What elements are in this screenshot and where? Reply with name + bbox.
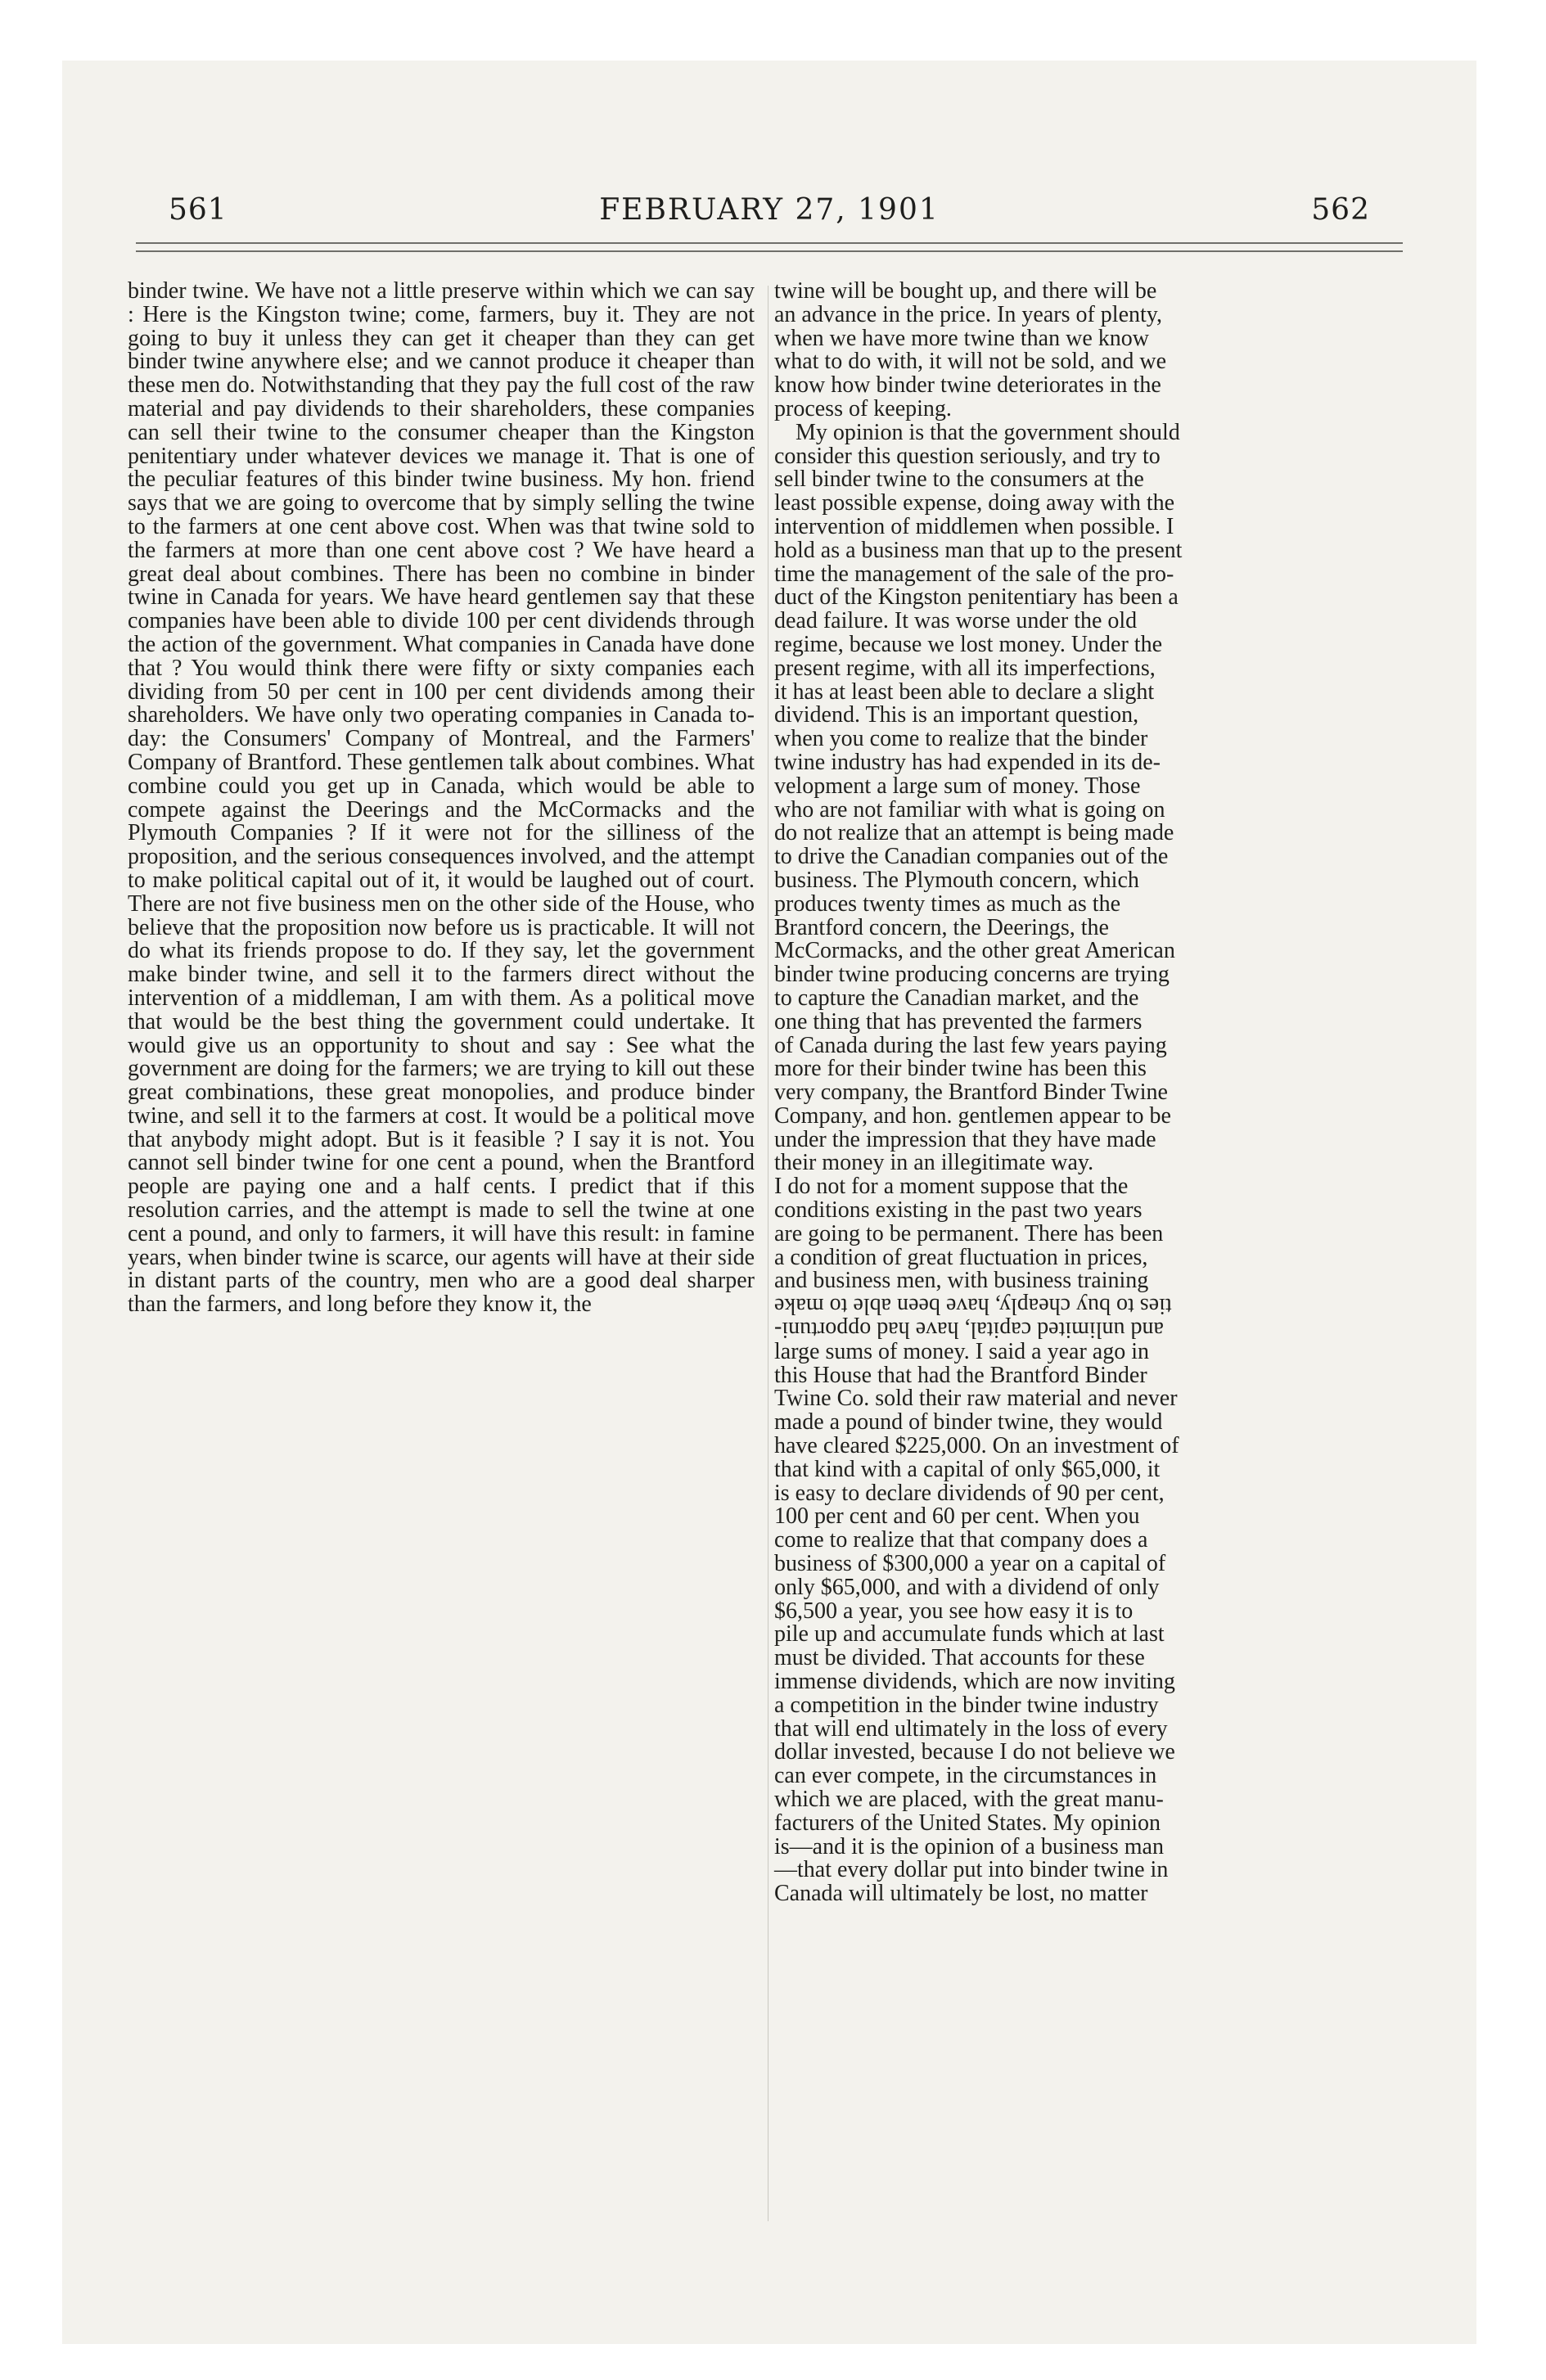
- right-column-line: come to realize that that company does a: [774, 1527, 1148, 1553]
- right-column-line: what to do with, it will not be sold, and we: [774, 349, 1167, 375]
- right-column-line: when you come to realize that the binder: [774, 726, 1148, 752]
- right-column-line: present regime, with all its imperfections,: [774, 655, 1156, 681]
- page-number-right: 562: [1311, 193, 1370, 227]
- right-column-line: McCormacks, and the other great American: [774, 938, 1175, 964]
- right-column-line: least possible expense, doing away with the: [774, 490, 1175, 516]
- right-column-line: which we are placed, with the great manu-: [774, 1787, 1164, 1812]
- right-column-line: Twine Co. sold their raw material and never: [774, 1386, 1178, 1412]
- right-column-line: can ever compete, in the circumstances in: [774, 1763, 1157, 1789]
- right-column-line: Company, and hon. gentlemen appear to be: [774, 1102, 1171, 1129]
- right-column-line: very company, the Brantford Binder Twine: [774, 1080, 1168, 1106]
- page-date: FEBRUARY 27, 1901: [599, 193, 940, 227]
- right-column-line: that kind with a capital of only $65,000, it: [774, 1456, 1161, 1482]
- right-column-line: one thing that has prevented the farmers: [774, 1008, 1143, 1034]
- right-column-line: this House that had the Brantford Binder: [774, 1362, 1147, 1388]
- right-column-line: My opinion is that the government should: [796, 419, 1180, 445]
- right-column-line: their money in an illegitimate way.: [774, 1150, 1094, 1176]
- right-column-line: twine will be bought up, and there will be: [774, 278, 1157, 304]
- page-number-left: 561: [169, 193, 228, 227]
- left-column: [128, 280, 755, 2211]
- right-column-line: under the impression that they have made: [774, 1126, 1156, 1152]
- right-column-line: duct of the Kingston penitentiary has been a: [774, 584, 1179, 611]
- right-column-line: is easy to declare dividends of 90 per cent,: [774, 1480, 1165, 1506]
- inverted-print-line: and unlimited capital, have had opportuni-: [774, 1316, 1164, 1342]
- right-column-line: have cleared $225,000. On an investment of: [774, 1433, 1179, 1459]
- right-column-line: dividend. This is an important question,: [774, 702, 1139, 728]
- scanned-page: [62, 61, 1476, 2344]
- right-column-line: know how binder twine deteriorates in the: [774, 372, 1161, 399]
- right-column-line: facturers of the United States. My opinion: [774, 1810, 1161, 1836]
- right-column-line: a competition in the binder twine industry: [774, 1692, 1159, 1718]
- right-column: [774, 280, 1401, 2211]
- right-column-line: more for their binder twine has been this: [774, 1056, 1147, 1082]
- right-column-line: produces twenty times as much as the: [774, 890, 1121, 917]
- right-column-line: 100 per cent and 60 per cent. When you: [774, 1503, 1140, 1530]
- right-column-line: conditions existing in the past two years: [774, 1197, 1143, 1224]
- right-column-line: time the management of the sale of the pro-: [774, 561, 1174, 587]
- header-rule-bottom: [136, 250, 1403, 252]
- right-column-line: business of $300,000 a year on a capital of: [774, 1551, 1166, 1577]
- right-column-line: pile up and accumulate funds which at last: [774, 1621, 1165, 1648]
- inverted-print-line: ties to buy cheaply, have been able to make: [774, 1293, 1172, 1319]
- right-column-line: business. The Plymouth concern, which: [774, 867, 1139, 893]
- right-column-line: I do not for a moment suppose that the: [774, 1174, 1129, 1200]
- right-column-line: a condition of great fluctuation in prices,: [774, 1244, 1148, 1270]
- right-column-line: do not realize that an attempt is being made: [774, 820, 1174, 846]
- right-column-line: [774, 1293, 1401, 1317]
- right-column-line: and business men, with business training: [774, 1268, 1149, 1294]
- right-column-line: who are not familiar with what is going on: [774, 796, 1165, 823]
- right-column-line: that will end ultimately in the loss of every: [774, 1715, 1168, 1742]
- right-column-line: of Canada during the last few years paying: [774, 1032, 1167, 1058]
- right-column-line: hold as a business man that up to the present: [774, 537, 1183, 563]
- right-column-line: sell binder twine to the consumers at the: [774, 467, 1144, 493]
- right-column-line: intervention of middlemen when possible. I: [774, 513, 1174, 539]
- right-column-line: immense dividends, which are now inviting: [774, 1669, 1175, 1695]
- right-column-line: [774, 1317, 1401, 1341]
- right-column-line: binder twine producing concerns are trying: [774, 962, 1170, 988]
- right-column-line: process of keeping.: [774, 395, 952, 421]
- page-header: [62, 185, 1476, 242]
- right-column-line: made a pound of binder twine, they would: [774, 1409, 1163, 1436]
- right-column-line: dead failure. It was worse under the old: [774, 608, 1138, 634]
- right-column-line: $6,500 a year, you see how easy it is to: [774, 1598, 1134, 1624]
- right-column-line: large sums of money. I said a year ago in: [774, 1338, 1149, 1364]
- right-column-line: to drive the Canadian companies out of the: [774, 844, 1169, 870]
- right-column-line: when we have more twine than we know: [774, 325, 1149, 351]
- right-column-line: consider this question seriously, and try to: [774, 443, 1161, 469]
- right-column-line: it has at least been able to declare a slight: [774, 678, 1155, 705]
- right-column-line: must be divided. That accounts for these: [774, 1645, 1145, 1671]
- right-column-line: twine industry has had expended in its de-: [774, 749, 1161, 775]
- right-column-line: only $65,000, and with a dividend of only: [774, 1574, 1160, 1600]
- right-column-line: are going to be permanent. There has been: [774, 1220, 1164, 1246]
- left-column-text: binder twine. We have not a little preserve within which we can say : Here is the Kingston twine; come, farmers, buy it. They are not going to buy it unless they can get it cheaper than they can get binder twine anywhere else; and we cannot produce it cheaper than these men do. Notwithstanding that they pay the full cost of the raw material and pay dividends to their shareholders, these companies can sell their twine to the consumer cheaper than the Kingston penitentiary under whatever devices we manage it. That is one of the peculiar features of this binder twine business. My hon. friend says that we are going to overcome that by simply selling the twine to the farmers at one cent above cost. When was that twine sold to the farmers at more than one cent above cost ? We have heard a great deal about combines. There has been no combine in binder twine in Canada for years. We have heard gentlemen say that these companies have been able to divide 100 per cent dividends through the action of the government. What companies in Canada have done that ? You would think there were fifty or sixty companies each dividing from 50 per cent in 100 per cent dividends among their shareholders. We have only two operating companies in Canada to-day: the Consumers' Company of Montreal, and the Farmers' Company of Brantford. These gentlemen talk about combines. What combine could you get up in Canada, which would be able to compete against the Deerings and the McCormacks and the Plymouth Companies ? If it were not for the silliness of the proposition, and the serious consequences involved, and the attempt to make political capital out of it, it would be laughed out of court. There are not five business men on the other side of the House, who believe that the proposition now before us is practicable. It will not do what its friends propose to do. If they say, let the government make binder twine, and sell it to the farmers direct without the intervention of a middleman, I am with them. As a political move that would be the best thing the government could undertake. It would give us an opportunity to shout and say : See what the government are doing for the farmers; we are trying to kill out these great combinations, these great monopolies, and produce binder twine, and sell it to the farmers at cost. It would be a political move that anybody might adopt. But is it feasible ? I say it is not. You cannot sell binder twine for one cent a pound, when the Brantford people are paying one and a half cents. I predict that if this resolution carries, and the attempt is made to sell the twine at one cent a pound, and only to farmers, it will have this result: in famine years, when binder twine is scarce, our agents will have at their side in distant parts of the country, men who are a good deal sharper than the farmers, and long before they know it, the: [128, 278, 755, 1318]
- right-column-line: regime, because we lost money. Under the: [774, 631, 1163, 657]
- right-column-line: velopment a large sum of money. Those: [774, 773, 1141, 799]
- right-column-line: —that every dollar put into binder twine in: [774, 1857, 1169, 1883]
- right-column-line: dollar invested, because I do not believe we: [774, 1739, 1175, 1765]
- right-column-line: Brantford concern, the Deerings, the: [774, 914, 1109, 940]
- right-column-line: an advance in the price. In years of plenty,: [774, 301, 1162, 327]
- right-column-line: to capture the Canadian market, and the: [774, 985, 1139, 1011]
- right-column-line: Canada will ultimately be lost, no matter: [774, 1881, 1148, 1907]
- header-rule-top: [136, 242, 1403, 244]
- right-column-line: is—and it is the opinion of a business man: [774, 1833, 1164, 1859]
